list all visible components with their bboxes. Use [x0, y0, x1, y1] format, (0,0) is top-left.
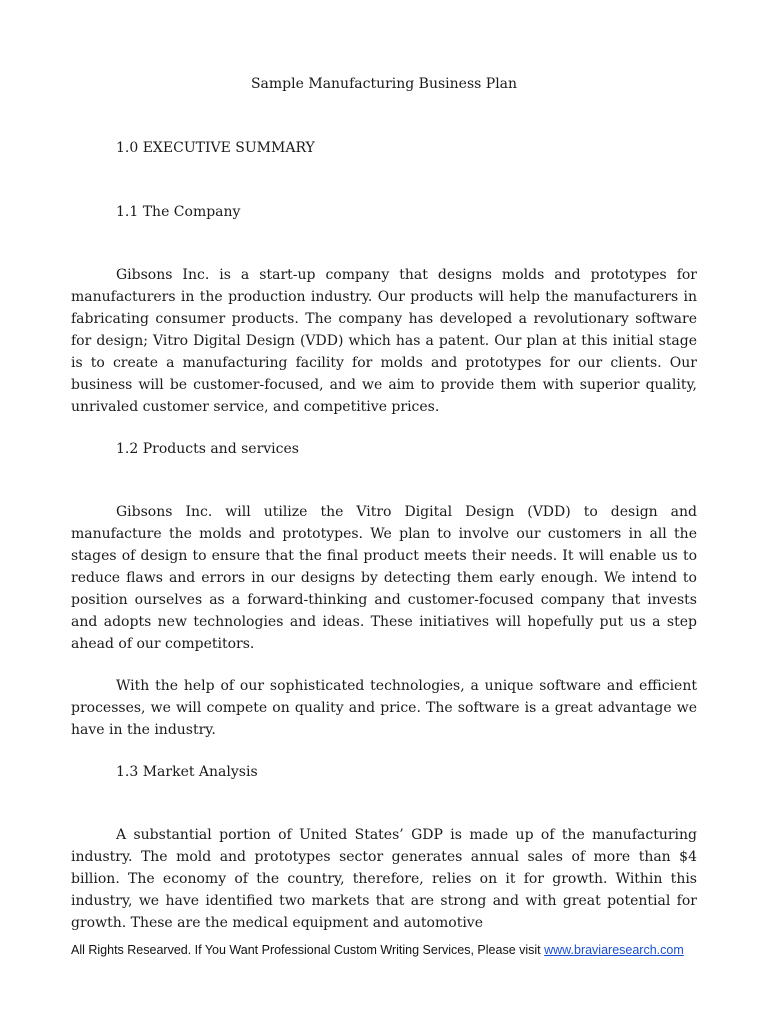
paragraph-market: A substantial portion of United States’ GDP is made up of the manufacturing industry. The mold and prototypes sector generates annual sales of more than $4 billion. The economy of the country, therefore, relies on it for growth. Within this industry, we have identified two markets that are strong and with great potential for growth. These are the medical equipment and automotive [71, 827, 697, 931]
heading-the-company: 1.1 The Company [116, 204, 241, 220]
page-footer [71, 941, 751, 959]
heading-market-analysis: 1.3 Market Analysis [116, 764, 258, 780]
heading-executive-summary: 1.0 EXECUTIVE SUMMARY [116, 140, 315, 156]
document-title: Sample Manufacturing Business Plan [250, 76, 518, 92]
paragraph-products: Gibsons Inc. will utilize the Vitro Digital Design (VDD) to design and manufacture the molds and prototypes. We plan to involve our customers in all the stages of design to ensure that the final product meets their needs. It will enable us to reduce flaws and errors in our designs by detecting them early enough. We intend to position ourselves as a forward-thinking and customer-focused company that invests and adopts new technologies and ideas. These initiatives will hopefully put us a step ahead of our competitors. [71, 504, 697, 652]
paragraph-company: Gibsons Inc. is a start-up company that designs molds and prototypes for manufacturers in the production industry. Our products will help the manufacturers in fabricating consumer products. The company has developed a revolutionary software for design; Vitro Digital Design (VDD) which has a patent. Our plan at this initial stage is to create a manufacturing facility for molds and prototypes for our clients. Our business will be customer-focused, and we aim to provide them with superior quality, unrivaled customer service, and competitive prices. [71, 267, 697, 415]
paragraph-technologies: With the help of our sophisticated technologies, a unique software and efficient processes, we will compete on quality and price. The software is a great advantage we have in the industry. [71, 678, 697, 738]
footer-website-link[interactable]: www.braviaresearch.com [544, 943, 684, 957]
footer-text: All Rights Researved. If You Want Professional Custom Writing Services, Please visit [71, 943, 545, 957]
heading-products-services: 1.2 Products and services [116, 441, 299, 457]
